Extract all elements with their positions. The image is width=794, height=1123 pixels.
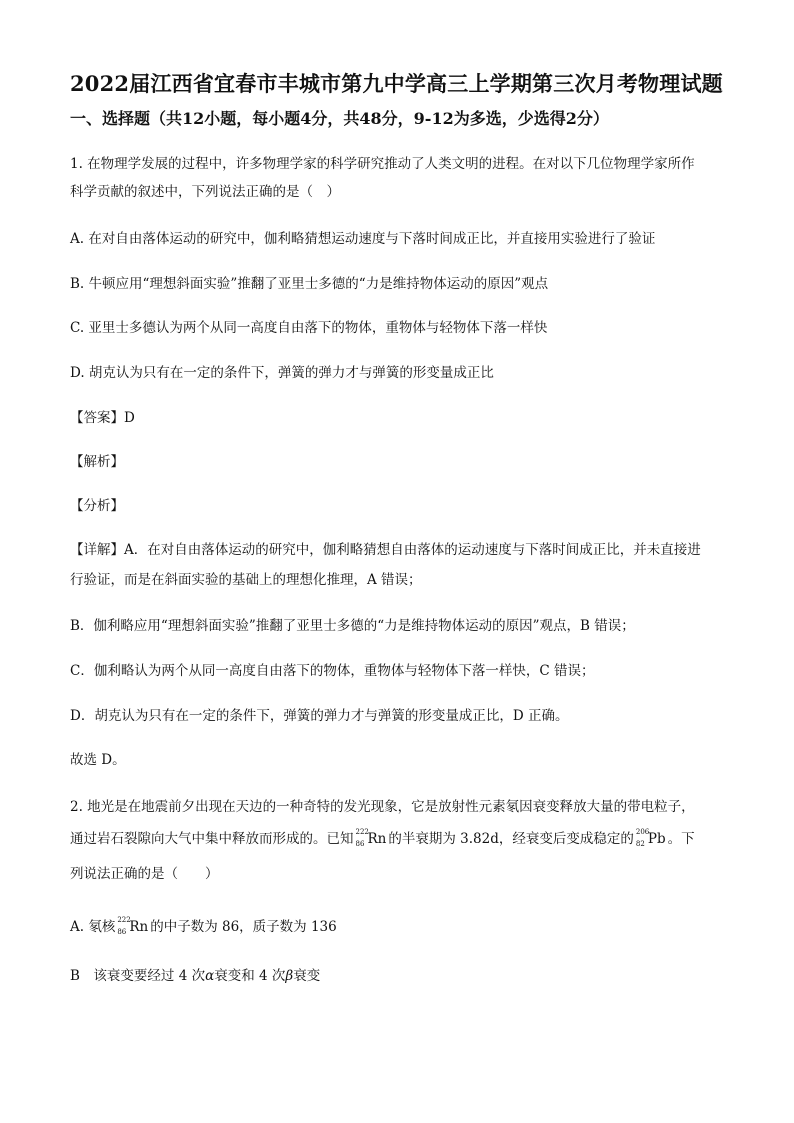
- q2-stem-line2: [70, 829, 695, 849]
- lead-nuclide: [636, 829, 666, 849]
- q1-stem-line2: 科学贡献的叙述中，下列说法正确的是（ ）: [70, 184, 340, 200]
- radon-nuclide: [356, 829, 387, 849]
- radon-symbol: Rn: [367, 831, 387, 847]
- q1-stem-line1: 1. 在物理学发展的过程中，许多物理学家的科学研究推动了人类文明的进程。在对以下几位物理学家所作: [70, 156, 695, 172]
- q2-stem-line2-part2: 的半衰期为 3.82d，经衰变后变成稳定的: [388, 831, 634, 847]
- lead-symbol: Pb: [647, 831, 666, 847]
- q1-detail-line2: 行验证，而是在斜面实验的基础上的理想化推理，A 错误；: [70, 572, 422, 588]
- radon-charge-number: 86: [355, 840, 365, 848]
- q2-option-b-part3: 衰变: [293, 968, 321, 984]
- lead-mass-number: 206: [635, 828, 650, 836]
- q2-stem-line3: 列说法正确的是（ ）: [70, 866, 219, 882]
- radon-mass-number: 222: [355, 828, 369, 836]
- q2-stem-line2-part1: 通过岩石裂隙向大气中集中释放而形成的。已知: [70, 831, 354, 847]
- alpha-symbol: α: [205, 968, 215, 984]
- q1-option-b: B. 牛顿应用“理想斜面实验”推翻了亚里士多德的“力是维持物体运动的原因”观点: [70, 276, 549, 292]
- q1-conclusion: 故选 D。: [70, 752, 126, 768]
- beta-symbol: β: [285, 968, 294, 984]
- radon-mass-number: 222: [117, 916, 131, 924]
- q2-option-a: [70, 917, 337, 937]
- q2-option-a-part1: A. 氡核: [70, 919, 116, 935]
- q2-stem-line2-part3: 。下: [667, 831, 695, 847]
- q1-detail-line1: 【详解】A．在对自由落体运动的研究中，伽利略猜想自由落体的运动速度与下落时间成正比，并未直接进: [70, 542, 701, 558]
- q1-detail-c: C．伽利略认为两个从同一高度自由落下的物体，重物体与轻物体下落一样快，C 错误；: [70, 663, 595, 679]
- q1-option-c: C. 亚里士多德认为两个从同一高度自由落下的物体，重物体与轻物体下落一样快: [70, 320, 548, 336]
- q1-answer: 【答案】D: [70, 410, 135, 426]
- q2-option-b-part2: 衰变和 4 次: [214, 968, 286, 984]
- q2-option-a-part2: 的中子数为 86，质子数为 136: [150, 919, 337, 935]
- q2-stem-line1: 2. 地光是在地震前夕出现在天边的一种奇特的发光现象，它是放射性元素氡因衰变释放大量的带电粒子，: [70, 799, 695, 815]
- q2-option-b-part1: B 该衰变要经过 4 次: [70, 968, 206, 984]
- section-heading: 一、选择题（共12小题，每小题4分，共48分，9-12为多选，少选得2分）: [70, 109, 609, 128]
- q2-option-b: [70, 966, 320, 986]
- radon-charge-number: 86: [117, 928, 127, 936]
- radon-nuclide-option-a: [117, 917, 148, 937]
- page-title: 2022届江西省宜春市丰城市第九中学高三上学期第三次月考物理试题: [70, 71, 723, 96]
- q1-option-d: D. 胡克认为只有在一定的条件下，弹簧的弹力才与弹簧的形变量成正比: [70, 365, 494, 381]
- radon-symbol: Rn: [129, 919, 149, 935]
- lead-charge-number: 82: [635, 840, 645, 848]
- q1-detail-b: B．伽利略应用“理想斜面实验”推翻了亚里士多德的“力是维持物体运动的原因”观点，B 错误；: [70, 618, 635, 634]
- q1-detail-d: D．胡克认为只有在一定的条件下，弹簧的弹力才与弹簧的形变量成正比，D 正确。: [70, 708, 569, 724]
- q1-analysis-tag: 【分析】: [70, 498, 124, 514]
- q1-explain-tag: 【解析】: [70, 454, 124, 470]
- q1-option-a: A. 在对自由落体运动的研究中，伽利略猜想运动速度与下落时间成正比，并直接用实验进行了验证: [70, 231, 656, 247]
